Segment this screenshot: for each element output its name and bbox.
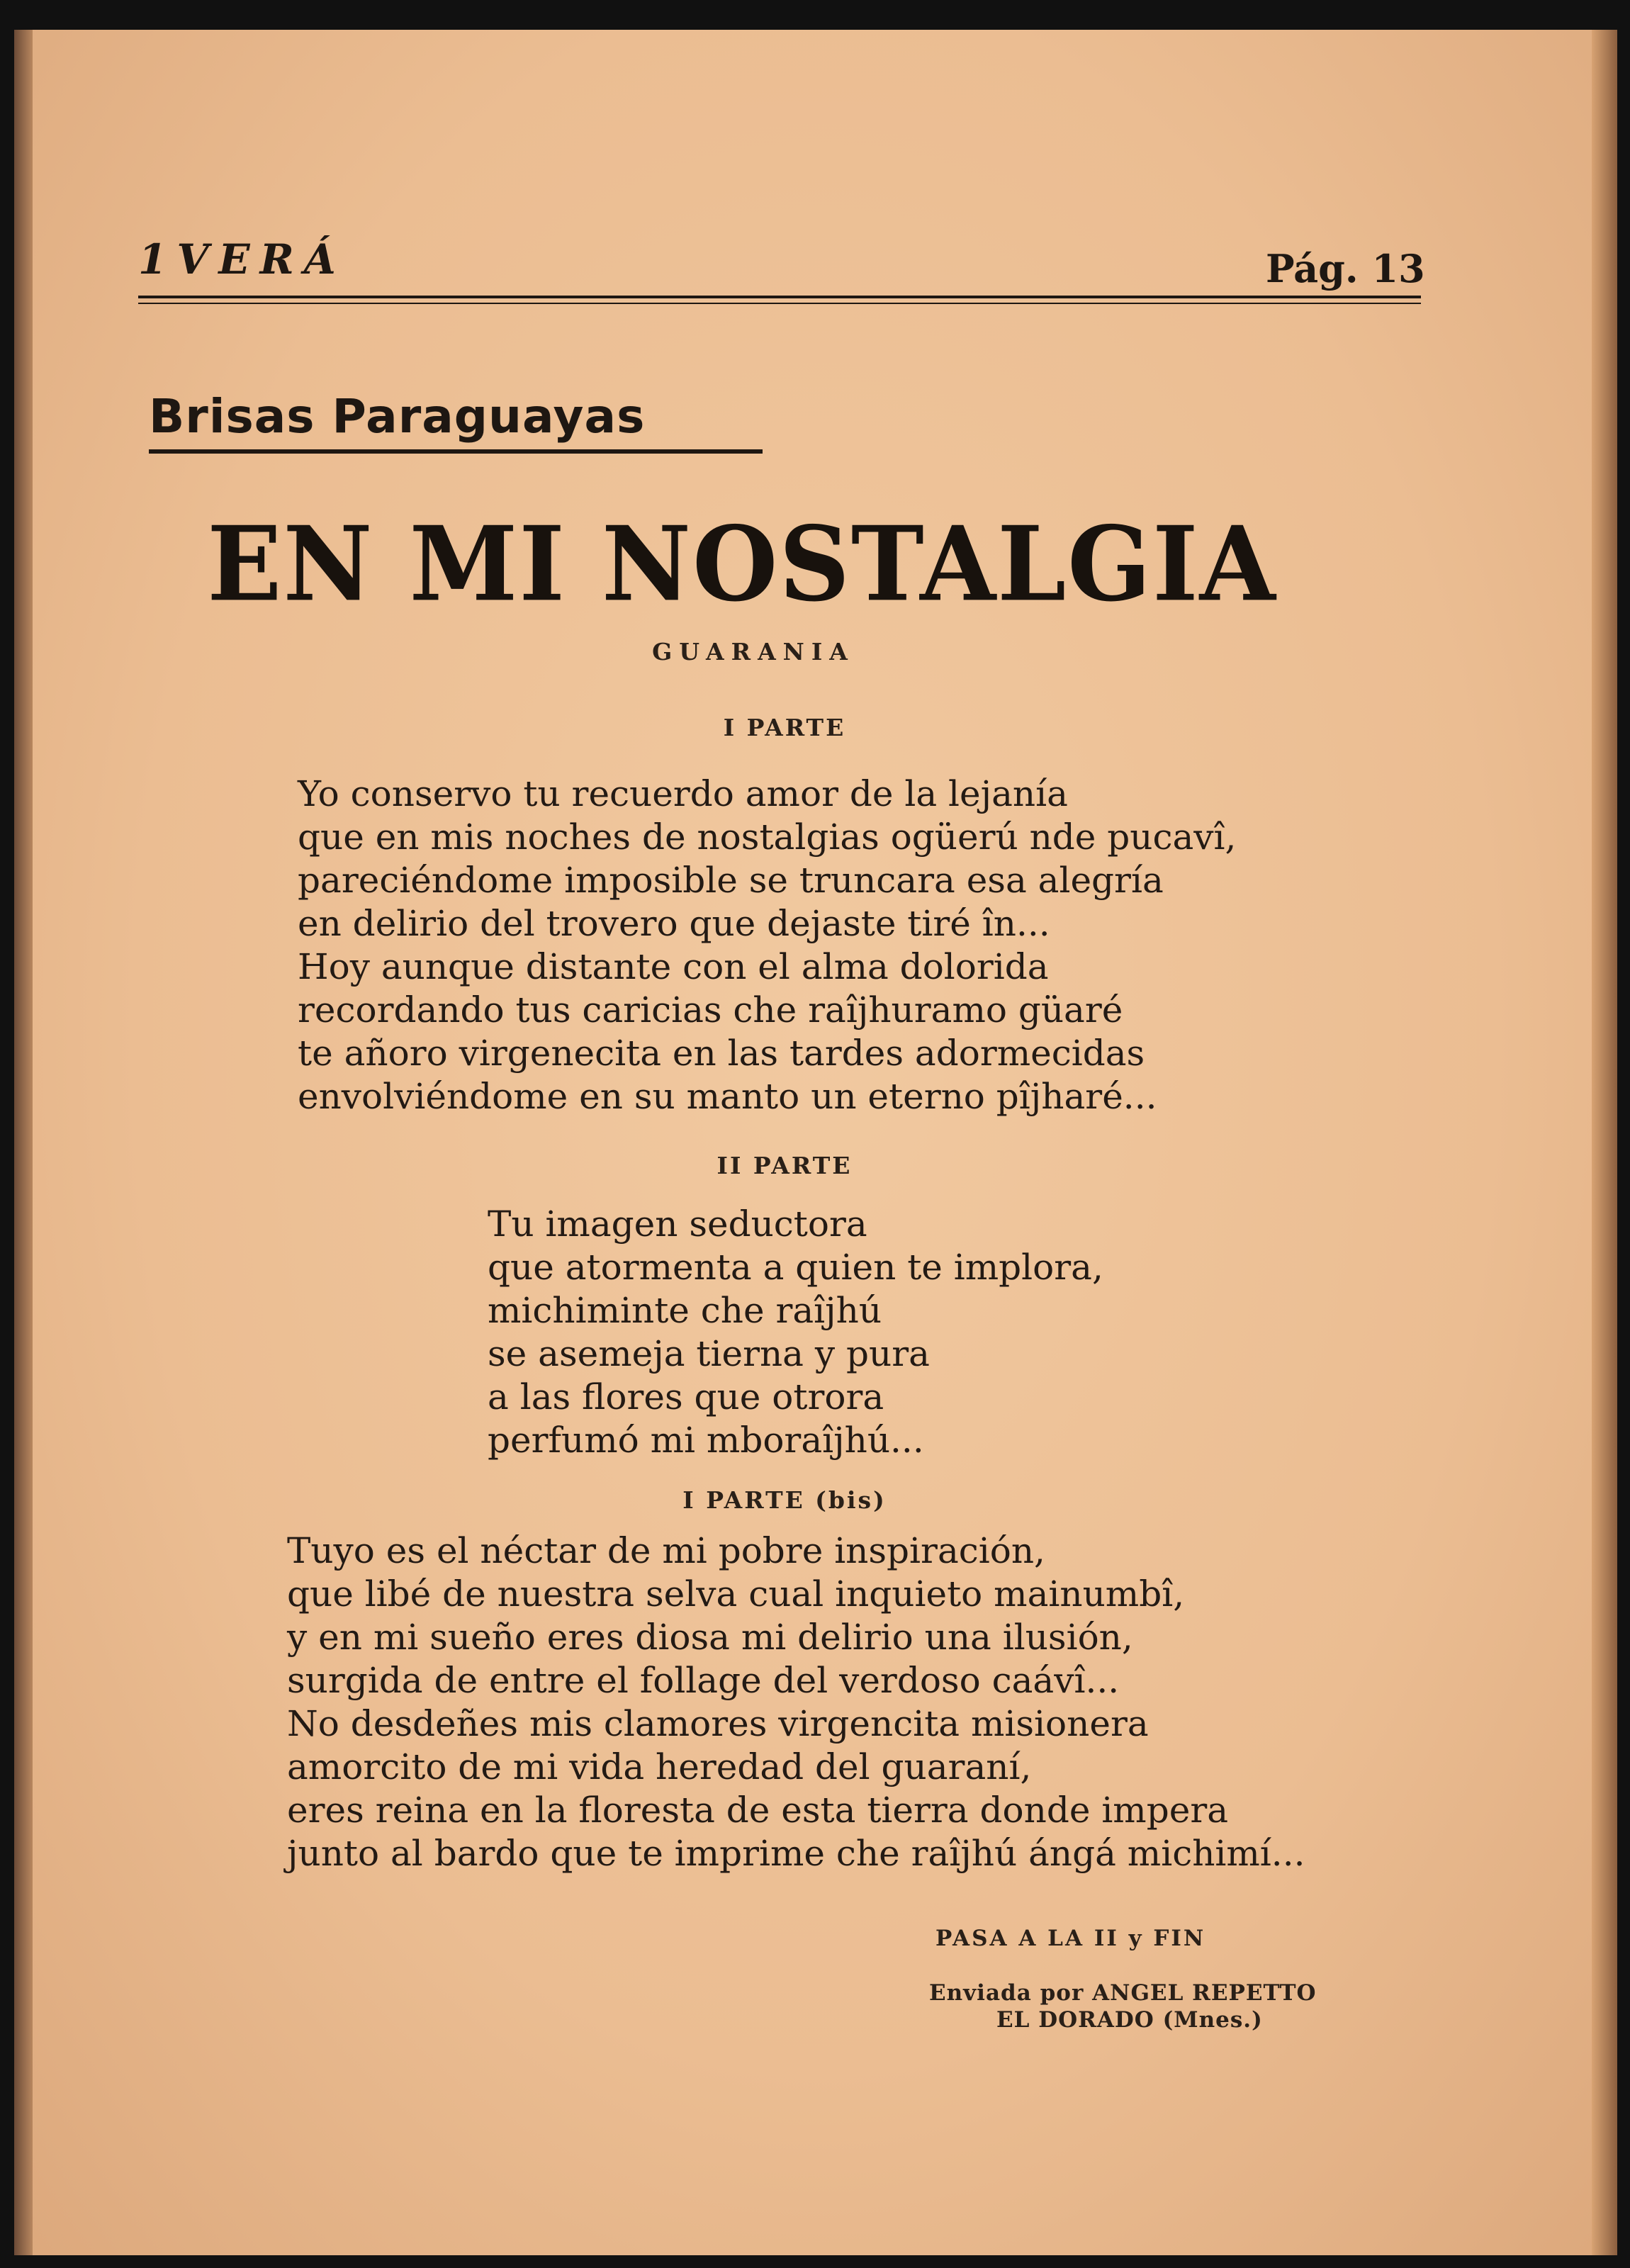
part-one-label: I PARTE — [723, 714, 846, 741]
header-rule-thin — [138, 303, 1421, 304]
header-rule-thick — [138, 296, 1421, 298]
verse-line: amorcito de mi vida heredad del guaraní, — [287, 1746, 1032, 1787]
verse-line: a las flores que otrora — [488, 1376, 884, 1418]
verse-line: en delirio del trovero que dejaste tiré în... — [298, 903, 1050, 944]
verse-line: te añoro virgenecita en las tardes adormecidas — [298, 1033, 1145, 1074]
part-two-label: II PARTE — [716, 1152, 853, 1179]
continuation-note: PASA A LA II y FIN — [935, 1926, 1206, 1951]
page-spine-shadow — [14, 30, 33, 2255]
verse-line: recordando tus caricias che raîjhuramo güaré — [298, 989, 1123, 1031]
page-edge-shadow — [1592, 30, 1617, 2255]
sender-credit: Enviada por ANGEL REPETTO — [929, 1980, 1317, 2006]
verse-line: pareciéndome imposible se truncara esa alegría — [298, 860, 1164, 901]
page-number: Pág. 13 — [1266, 246, 1425, 291]
verse-line: Yo conservo tu recuerdo amor de la lejanía — [298, 773, 1068, 814]
verse-line: se asemeja tierna y pura — [488, 1333, 930, 1374]
verse-line: Tu imagen seductora — [488, 1203, 867, 1245]
part-two-verse — [488, 1203, 1103, 1462]
verse-line: eres reina en la floresta de esta tierra donde impera — [287, 1790, 1229, 1831]
verse-line: michiminte che raîjhú — [488, 1290, 882, 1331]
verse-line: que en mis noches de nostalgias ogüerú nde pucavî, — [298, 816, 1237, 858]
verse-line: Tuyo es el néctar de mi pobre inspiración, — [287, 1530, 1045, 1571]
verse-line: surgida de entre el follage del verdoso caávî... — [287, 1660, 1120, 1701]
verse-line: y en mi sueño eres diosa mi delirio una ilusión, — [287, 1617, 1133, 1658]
sender-location: EL DORADO (Mnes.) — [996, 2007, 1263, 2033]
section-underline — [149, 449, 763, 454]
magazine-name: 1VERÁ — [138, 235, 346, 284]
verse-line: que atormenta a quien te implora, — [488, 1247, 1103, 1288]
verse-line: junto al bardo que te imprime che raîjhú ángá michimí... — [287, 1833, 1305, 1874]
verse-line: Hoy aunque distante con el alma dolorida — [298, 946, 1049, 987]
verse-line: que libé de nuestra selva cual inquieto mainumbî, — [287, 1573, 1185, 1615]
verse-line: No desdeñes mis clamores virgencita misionera — [287, 1703, 1149, 1744]
song-genre: GUARANIA — [652, 638, 855, 666]
magazine-page — [14, 30, 1617, 2255]
section-title: Brisas Paraguayas — [149, 389, 646, 444]
verse-line: envolviéndome en su manto un eterno pîjharé... — [298, 1076, 1157, 1117]
part-one-bis-label: I PARTE (bis) — [682, 1486, 887, 1514]
verse-line: perfumó mi mboraîjhú... — [488, 1420, 924, 1461]
part-one-bis-verse — [287, 1529, 1305, 1875]
part-one-verse — [298, 773, 1236, 1118]
song-title: EN MI NOSTALGIA — [207, 503, 1277, 625]
